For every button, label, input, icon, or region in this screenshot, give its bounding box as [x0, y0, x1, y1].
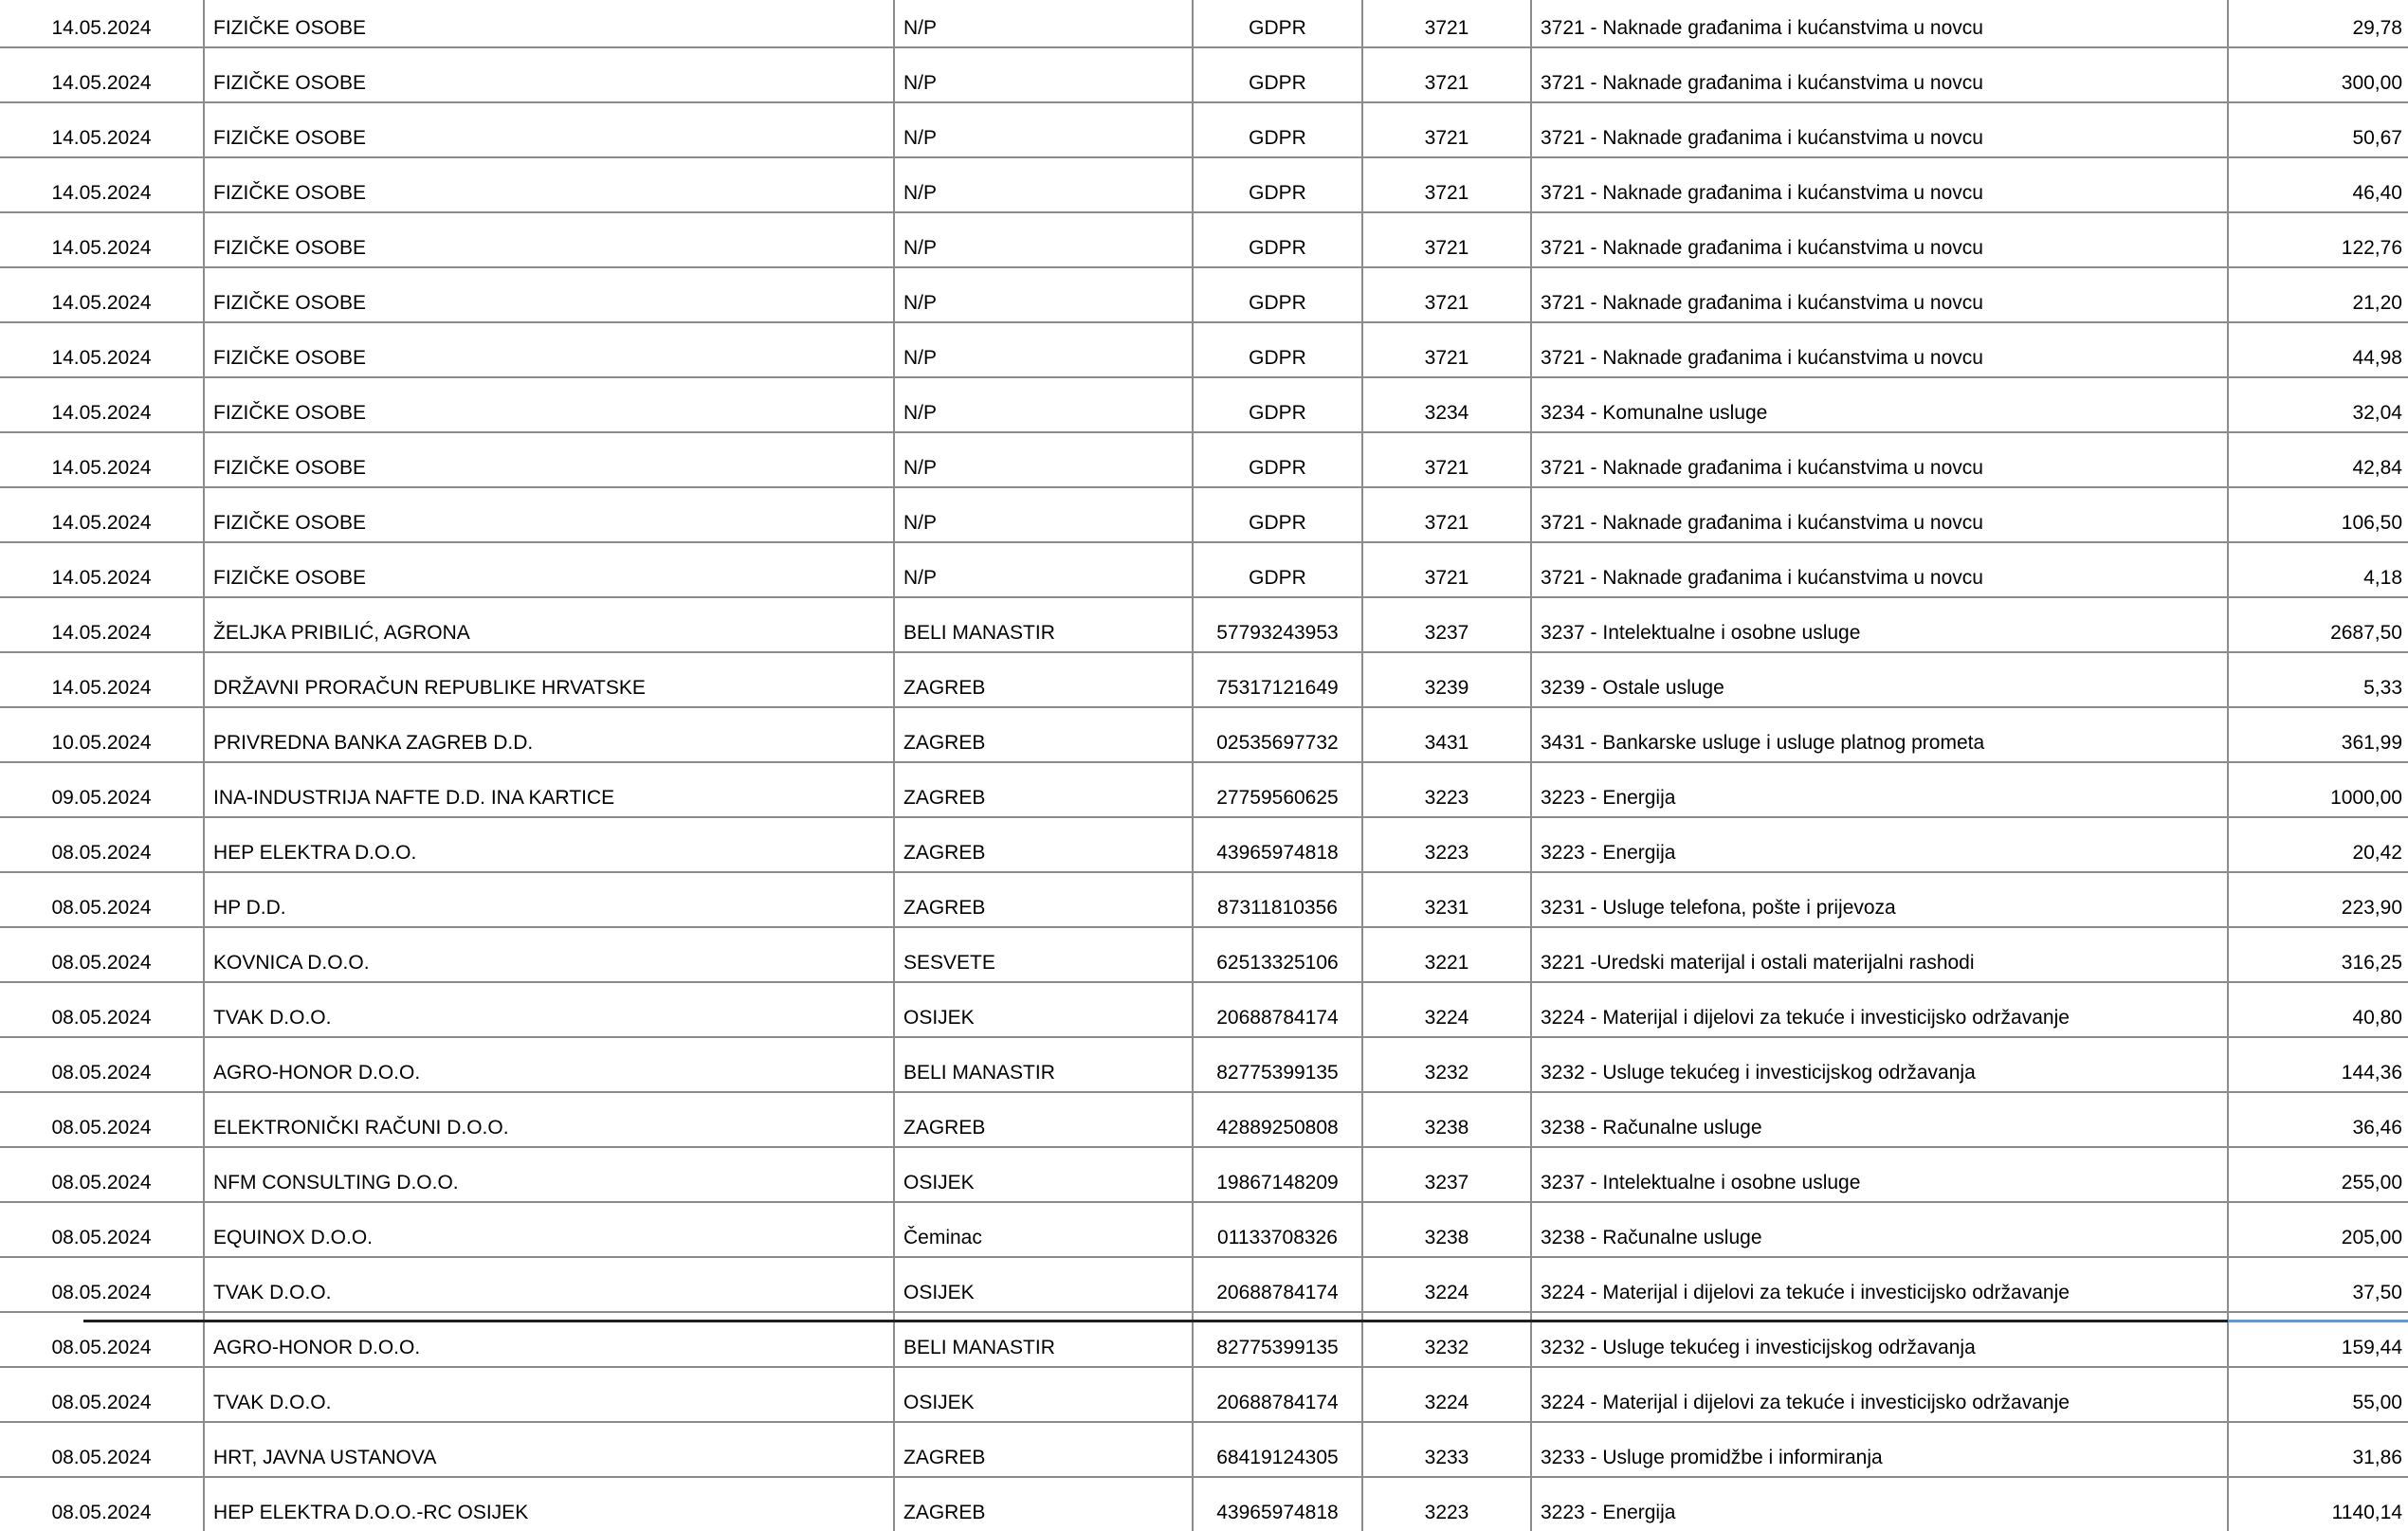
payee-city-cell: Čeminac	[894, 1202, 1193, 1257]
table-row	[0, 157, 2408, 212]
account-code-cell: 3721	[1362, 157, 1531, 212]
payee-name-cell: FIZIČKE OSOBE	[204, 377, 894, 432]
account-description-cell: 3233 - Usluge promidžbe i informiranja	[1531, 1422, 2228, 1477]
payee-oib-cell: 82775399135	[1193, 1037, 1362, 1092]
account-code-cell: 3224	[1362, 1367, 1531, 1422]
table-row	[0, 0, 2408, 47]
table-row	[0, 47, 2408, 102]
payment-date-cell: 14.05.2024	[0, 542, 204, 597]
account-description-cell: 3224 - Materijal i dijelovi za tekuće i investicijsko održavanje	[1531, 982, 2228, 1037]
table-row	[0, 872, 2408, 927]
account-description-cell: 3721 - Naknade građanima i kućanstvima u novcu	[1531, 432, 2228, 487]
table-row	[0, 817, 2408, 872]
account-code-cell: 3224	[1362, 982, 1531, 1037]
account-code-cell: 3223	[1362, 817, 1531, 872]
payee-city-cell: N/P	[894, 322, 1193, 377]
payee-oib-cell: GDPR	[1193, 377, 1362, 432]
account-code-cell: 3239	[1362, 652, 1531, 707]
payee-oib-cell: 82775399135	[1193, 1312, 1362, 1367]
account-code-cell: 3223	[1362, 1477, 1531, 1531]
payee-city-cell: N/P	[894, 0, 1193, 47]
account-description-cell: 3721 - Naknade građanima i kućanstvima u novcu	[1531, 0, 2228, 47]
account-code-cell: 3223	[1362, 762, 1531, 817]
payee-oib-cell: 68419124305	[1193, 1422, 1362, 1477]
amount-cell: 29,78	[2228, 0, 2408, 47]
payee-name-cell: HEP ELEKTRA D.O.O.-RC OSIJEK	[204, 1477, 894, 1531]
payee-city-cell: N/P	[894, 542, 1193, 597]
amount-cell: 4,18	[2228, 542, 2408, 597]
amount-cell: 20,42	[2228, 817, 2408, 872]
payee-city-cell: N/P	[894, 102, 1193, 157]
payment-date-cell: 08.05.2024	[0, 1312, 204, 1367]
payee-oib-cell: 02535697732	[1193, 707, 1362, 762]
amount-cell: 361,99	[2228, 707, 2408, 762]
account-description-cell: 3223 - Energija	[1531, 817, 2228, 872]
account-description-cell: 3224 - Materijal i dijelovi za tekuće i investicijsko održavanje	[1531, 1257, 2228, 1312]
amount-cell: 255,00	[2228, 1147, 2408, 1202]
account-description-cell: 3239 - Ostale usluge	[1531, 652, 2228, 707]
payment-date-cell: 14.05.2024	[0, 597, 204, 652]
table-row	[0, 432, 2408, 487]
payment-date-cell: 14.05.2024	[0, 652, 204, 707]
payee-oib-cell: GDPR	[1193, 0, 1362, 47]
account-code-cell: 3721	[1362, 432, 1531, 487]
amount-cell: 21,20	[2228, 267, 2408, 322]
account-code-cell: 3721	[1362, 102, 1531, 157]
payee-oib-cell: 20688784174	[1193, 982, 1362, 1037]
payment-date-cell: 14.05.2024	[0, 212, 204, 267]
table-row	[0, 707, 2408, 762]
payment-date-cell: 14.05.2024	[0, 102, 204, 157]
account-description-cell: 3721 - Naknade građanima i kućanstvima u novcu	[1531, 47, 2228, 102]
payee-name-cell: FIZIČKE OSOBE	[204, 47, 894, 102]
account-description-cell: 3721 - Naknade građanima i kućanstvima u novcu	[1531, 322, 2228, 377]
account-code-cell: 3224	[1362, 1257, 1531, 1312]
account-code-cell: 3721	[1362, 487, 1531, 542]
table-row	[0, 927, 2408, 982]
account-description-cell: 3223 - Energija	[1531, 1477, 2228, 1531]
account-code-cell: 3233	[1362, 1422, 1531, 1477]
payee-name-cell: AGRO-HONOR D.O.O.	[204, 1312, 894, 1367]
payee-city-cell: ZAGREB	[894, 872, 1193, 927]
payee-name-cell: FIZIČKE OSOBE	[204, 0, 894, 47]
account-code-cell: 3238	[1362, 1202, 1531, 1257]
amount-cell: 55,00	[2228, 1367, 2408, 1422]
amount-cell: 32,04	[2228, 377, 2408, 432]
payee-city-cell: SESVETE	[894, 927, 1193, 982]
account-description-cell: 3721 - Naknade građanima i kućanstvima u novcu	[1531, 267, 2228, 322]
account-description-cell: 3232 - Usluge tekućeg i investicijskog održavanja	[1531, 1037, 2228, 1092]
amount-cell: 223,90	[2228, 872, 2408, 927]
payee-city-cell: N/P	[894, 432, 1193, 487]
payee-oib-cell: GDPR	[1193, 542, 1362, 597]
account-description-cell: 3237 - Intelektualne i osobne usluge	[1531, 597, 2228, 652]
account-description-cell: 3231 - Usluge telefona, pošte i prijevoza	[1531, 872, 2228, 927]
payment-date-cell: 08.05.2024	[0, 1037, 204, 1092]
payee-city-cell: BELI MANASTIR	[894, 1037, 1193, 1092]
account-description-cell: 3221 -Uredski materijal i ostali materijalni rashodi	[1531, 927, 2228, 982]
payee-oib-cell: 20688784174	[1193, 1367, 1362, 1422]
payee-oib-cell: 57793243953	[1193, 597, 1362, 652]
payment-date-cell: 14.05.2024	[0, 157, 204, 212]
payee-name-cell: FIZIČKE OSOBE	[204, 267, 894, 322]
payee-city-cell: ZAGREB	[894, 707, 1193, 762]
payee-name-cell: FIZIČKE OSOBE	[204, 102, 894, 157]
account-code-cell: 3721	[1362, 322, 1531, 377]
payee-city-cell: ZAGREB	[894, 762, 1193, 817]
payee-name-cell: FIZIČKE OSOBE	[204, 432, 894, 487]
payee-oib-cell: 01133708326	[1193, 1202, 1362, 1257]
payment-date-cell: 14.05.2024	[0, 0, 204, 47]
payee-oib-cell: GDPR	[1193, 102, 1362, 157]
payee-city-cell: ZAGREB	[894, 1477, 1193, 1531]
table-row	[0, 1092, 2408, 1147]
payee-oib-cell: 43965974818	[1193, 1477, 1362, 1531]
payee-city-cell: OSIJEK	[894, 1147, 1193, 1202]
payee-oib-cell: 75317121649	[1193, 652, 1362, 707]
account-code-cell: 3232	[1362, 1312, 1531, 1367]
account-description-cell: 3721 - Naknade građanima i kućanstvima u novcu	[1531, 102, 2228, 157]
payee-oib-cell: GDPR	[1193, 267, 1362, 322]
table-row	[0, 1202, 2408, 1257]
payment-date-cell: 08.05.2024	[0, 817, 204, 872]
payee-oib-cell: 62513325106	[1193, 927, 1362, 982]
amount-cell: 144,36	[2228, 1037, 2408, 1092]
amount-cell: 42,84	[2228, 432, 2408, 487]
payee-name-cell: HRT, JAVNA USTANOVA	[204, 1422, 894, 1477]
account-description-cell: 3238 - Računalne usluge	[1531, 1092, 2228, 1147]
payee-name-cell: NFM CONSULTING D.O.O.	[204, 1147, 894, 1202]
payment-date-cell: 14.05.2024	[0, 377, 204, 432]
payment-date-cell: 14.05.2024	[0, 267, 204, 322]
account-code-cell: 3721	[1362, 267, 1531, 322]
account-code-cell: 3721	[1362, 0, 1531, 47]
payee-oib-cell: GDPR	[1193, 487, 1362, 542]
payment-date-cell: 08.05.2024	[0, 1477, 204, 1531]
account-description-cell: 3721 - Naknade građanima i kućanstvima u novcu	[1531, 542, 2228, 597]
payee-name-cell: HP D.D.	[204, 872, 894, 927]
table-row	[0, 377, 2408, 432]
table-row	[0, 212, 2408, 267]
payment-date-cell: 10.05.2024	[0, 707, 204, 762]
payee-name-cell: AGRO-HONOR D.O.O.	[204, 1037, 894, 1092]
payee-name-cell: FIZIČKE OSOBE	[204, 322, 894, 377]
payee-city-cell: N/P	[894, 377, 1193, 432]
payment-date-cell: 14.05.2024	[0, 432, 204, 487]
payee-oib-cell: 27759560625	[1193, 762, 1362, 817]
table-row	[0, 762, 2408, 817]
payee-name-cell: FIZIČKE OSOBE	[204, 212, 894, 267]
account-description-cell: 3234 - Komunalne usluge	[1531, 377, 2228, 432]
table-row	[0, 1367, 2408, 1422]
payment-date-cell: 08.05.2024	[0, 927, 204, 982]
account-description-cell: 3223 - Energija	[1531, 762, 2228, 817]
payee-oib-cell: 42889250808	[1193, 1092, 1362, 1147]
payee-name-cell: TVAK D.O.O.	[204, 1257, 894, 1312]
payment-date-cell: 14.05.2024	[0, 47, 204, 102]
payee-oib-cell: GDPR	[1193, 157, 1362, 212]
amount-cell: 1000,00	[2228, 762, 2408, 817]
table-row	[0, 322, 2408, 377]
amount-cell: 205,00	[2228, 1202, 2408, 1257]
payee-city-cell: N/P	[894, 267, 1193, 322]
account-description-cell: 3224 - Materijal i dijelovi za tekuće i investicijsko održavanje	[1531, 1367, 2228, 1422]
account-code-cell: 3721	[1362, 542, 1531, 597]
table-row	[0, 487, 2408, 542]
payment-date-cell: 08.05.2024	[0, 1367, 204, 1422]
account-description-cell: 3232 - Usluge tekućeg i investicijskog održavanja	[1531, 1312, 2228, 1367]
amount-cell: 300,00	[2228, 47, 2408, 102]
account-code-cell: 3238	[1362, 1092, 1531, 1147]
payee-city-cell: BELI MANASTIR	[894, 597, 1193, 652]
payment-date-cell: 14.05.2024	[0, 322, 204, 377]
payment-date-cell: 09.05.2024	[0, 762, 204, 817]
amount-cell: 46,40	[2228, 157, 2408, 212]
table-row	[0, 1037, 2408, 1092]
payee-oib-cell: GDPR	[1193, 432, 1362, 487]
table-row	[0, 982, 2408, 1037]
payee-city-cell: N/P	[894, 212, 1193, 267]
payee-name-cell: INA-INDUSTRIJA NAFTE D.D. INA KARTICE	[204, 762, 894, 817]
account-code-cell: 3234	[1362, 377, 1531, 432]
account-code-cell: 3237	[1362, 597, 1531, 652]
account-description-cell: 3721 - Naknade građanima i kućanstvima u novcu	[1531, 157, 2228, 212]
account-code-cell: 3237	[1362, 1147, 1531, 1202]
amount-cell: 37,50	[2228, 1257, 2408, 1312]
amount-cell: 36,46	[2228, 1092, 2408, 1147]
table-row	[0, 1477, 2408, 1531]
table-row	[0, 267, 2408, 322]
payee-city-cell: ZAGREB	[894, 1422, 1193, 1477]
amount-cell: 1140,14	[2331, 1501, 2402, 1523]
account-code-cell: 3231	[1362, 872, 1531, 927]
table-row	[0, 652, 2408, 707]
payee-oib-cell: GDPR	[1193, 212, 1362, 267]
table-row	[0, 102, 2408, 157]
payment-date-cell: 14.05.2024	[0, 487, 204, 542]
payee-oib-cell: 43965974818	[1193, 817, 1362, 872]
account-description-cell: 3237 - Intelektualne i osobne usluge	[1531, 1147, 2228, 1202]
payee-city-cell: OSIJEK	[894, 982, 1193, 1037]
account-code-cell: 3431	[1362, 707, 1531, 762]
amount-cell: 159,44	[2228, 1312, 2408, 1367]
payee-city-cell: N/P	[894, 47, 1193, 102]
payee-oib-cell: GDPR	[1193, 322, 1362, 377]
account-code-cell: 3221	[1362, 927, 1531, 982]
payee-name-cell: KOVNICA D.O.O.	[204, 927, 894, 982]
payee-city-cell: ZAGREB	[894, 652, 1193, 707]
amount-cell: 106,50	[2228, 487, 2408, 542]
table-row	[0, 542, 2408, 597]
amount-cell: 40,80	[2228, 982, 2408, 1037]
payee-city-cell: N/P	[894, 157, 1193, 212]
account-code-cell: 3721	[1362, 47, 1531, 102]
account-code-cell: 3232	[1362, 1037, 1531, 1092]
table-row	[0, 597, 2408, 652]
table-row	[0, 1147, 2408, 1202]
payee-oib-cell: 19867148209	[1193, 1147, 1362, 1202]
payee-name-cell: DRŽAVNI PRORAČUN REPUBLIKE HRVATSKE	[204, 652, 894, 707]
payee-city-cell: N/P	[894, 487, 1193, 542]
payment-date-cell: 08.05.2024	[0, 872, 204, 927]
payee-city-cell: OSIJEK	[894, 1367, 1193, 1422]
payment-date-cell: 08.05.2024	[0, 1202, 204, 1257]
amount-cell: 316,25	[2228, 927, 2408, 982]
payee-oib-cell: GDPR	[1193, 47, 1362, 102]
table-row	[0, 1257, 2408, 1312]
account-description-cell: 3238 - Računalne usluge	[1531, 1202, 2228, 1257]
payee-name-cell: ELEKTRONIČKI RAČUNI D.O.O.	[204, 1092, 894, 1147]
payee-name-cell: HEP ELEKTRA D.O.O.	[204, 817, 894, 872]
payment-date-cell: 08.05.2024	[0, 982, 204, 1037]
amount-cell: 5,33	[2228, 652, 2408, 707]
account-description-cell: 3721 - Naknade građanima i kućanstvima u novcu	[1531, 487, 2228, 542]
payee-city-cell: BELI MANASTIR	[894, 1312, 1193, 1367]
table-row	[0, 1422, 2408, 1477]
account-code-cell: 3721	[1362, 212, 1531, 267]
payee-city-cell: ZAGREB	[894, 817, 1193, 872]
amount-cell: 2687,50	[2228, 597, 2408, 652]
payee-name-cell: ŽELJKA PRIBILIĆ, AGRONA	[204, 597, 894, 652]
payee-name-cell: PRIVREDNA BANKA ZAGREB D.D.	[204, 707, 894, 762]
account-description-cell: 3721 - Naknade građanima i kućanstvima u novcu	[1531, 212, 2228, 267]
amount-cell: 31,86	[2228, 1422, 2408, 1477]
amount-cell: 122,76	[2228, 212, 2408, 267]
payee-name-cell: EQUINOX D.O.O.	[204, 1202, 894, 1257]
payee-city-cell: ZAGREB	[894, 1092, 1193, 1147]
payment-date-cell: 08.05.2024	[0, 1257, 204, 1312]
payee-oib-cell: 20688784174	[1193, 1257, 1362, 1312]
payee-name-cell: FIZIČKE OSOBE	[204, 487, 894, 542]
payee-city-cell: OSIJEK	[894, 1257, 1193, 1312]
payment-date-cell: 08.05.2024	[0, 1147, 204, 1202]
payee-name-cell: FIZIČKE OSOBE	[204, 157, 894, 212]
account-description-cell: 3431 - Bankarske usluge i usluge platnog prometa	[1531, 707, 2228, 762]
payee-name-cell: TVAK D.O.O.	[204, 1367, 894, 1422]
amount-cell: 50,67	[2228, 102, 2408, 157]
amount-cell: 44,98	[2228, 322, 2408, 377]
payee-oib-cell: 87311810356	[1193, 872, 1362, 927]
payment-date-cell: 08.05.2024	[0, 1422, 204, 1477]
payee-name-cell: TVAK D.O.O.	[204, 982, 894, 1037]
payment-date-cell: 08.05.2024	[0, 1092, 204, 1147]
payee-name-cell: FIZIČKE OSOBE	[204, 542, 894, 597]
